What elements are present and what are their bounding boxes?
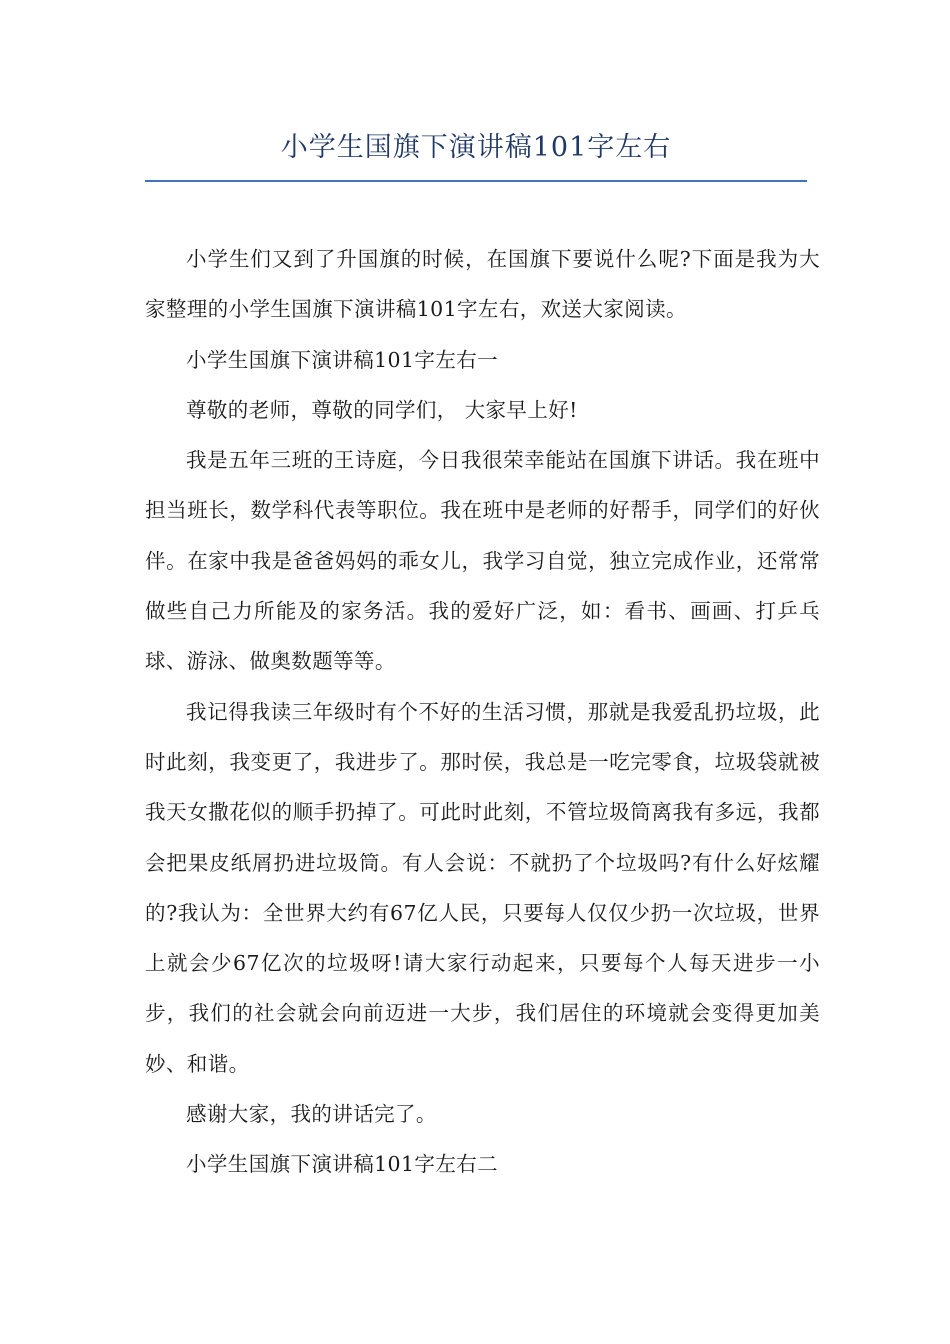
section-heading-two: 小学生国旗下演讲稿101字左右二 xyxy=(186,1152,499,1177)
self-introduction-paragraph: 我是五年三班的王诗庭，今日我很荣幸能站在国旗下讲话。我在班中担当班长，数学科代表等职位。我在班中是老师的好帮手，同学们的好伙伴。在家中我是爸爸妈妈的乖女儿，我学习自觉，独立完成作业，还常常做些自己力所能及的家务活。我的爱好广泛，如：看书、画画、打乒乓球、游泳、做奥数题等等。 xyxy=(145,448,820,674)
section-heading-one: 小学生国旗下演讲稿101字左右一 xyxy=(186,347,499,372)
document-title: 小学生国旗下演讲稿101字左右 xyxy=(280,132,672,163)
intro-paragraph: 小学生们又到了升国旗的时候，在国旗下要说什么呢?下面是我为大家整理的小学生国旗下演讲稿101字左右，欢送大家阅读。 xyxy=(145,247,820,322)
title-underline xyxy=(145,180,807,182)
habit-story-paragraph: 我记得我读三年级时有个不好的生活习惯，那就是我爱乱扔垃圾，此时此刻，我变更了，我进步了。那时侯，我总是一吃完零食，垃圾袋就被我天女撒花似的顺手扔掉了。可此时此刻，不管垃圾筒离我有多远，我都会把果皮纸屑扔进垃圾筒。有人会说：不就扔了个垃圾吗?有什么好炫耀的?我认为：全世界大约有67亿人民，只要每人仅仅少扔一次垃圾，世界上就会少67亿次的垃圾呀!请大家行动起来，只要每个人每天进步一小步，我们的社会就会向前迈进一大步，我们居住的环境就会变得更加美妙、和谐。 xyxy=(145,699,820,1076)
closing-paragraph: 感谢大家，我的讲话完了。 xyxy=(186,1102,437,1127)
document-body xyxy=(145,234,820,1190)
greeting-paragraph: 尊敬的老师，尊敬的同学们， 大家早上好! xyxy=(186,397,578,422)
